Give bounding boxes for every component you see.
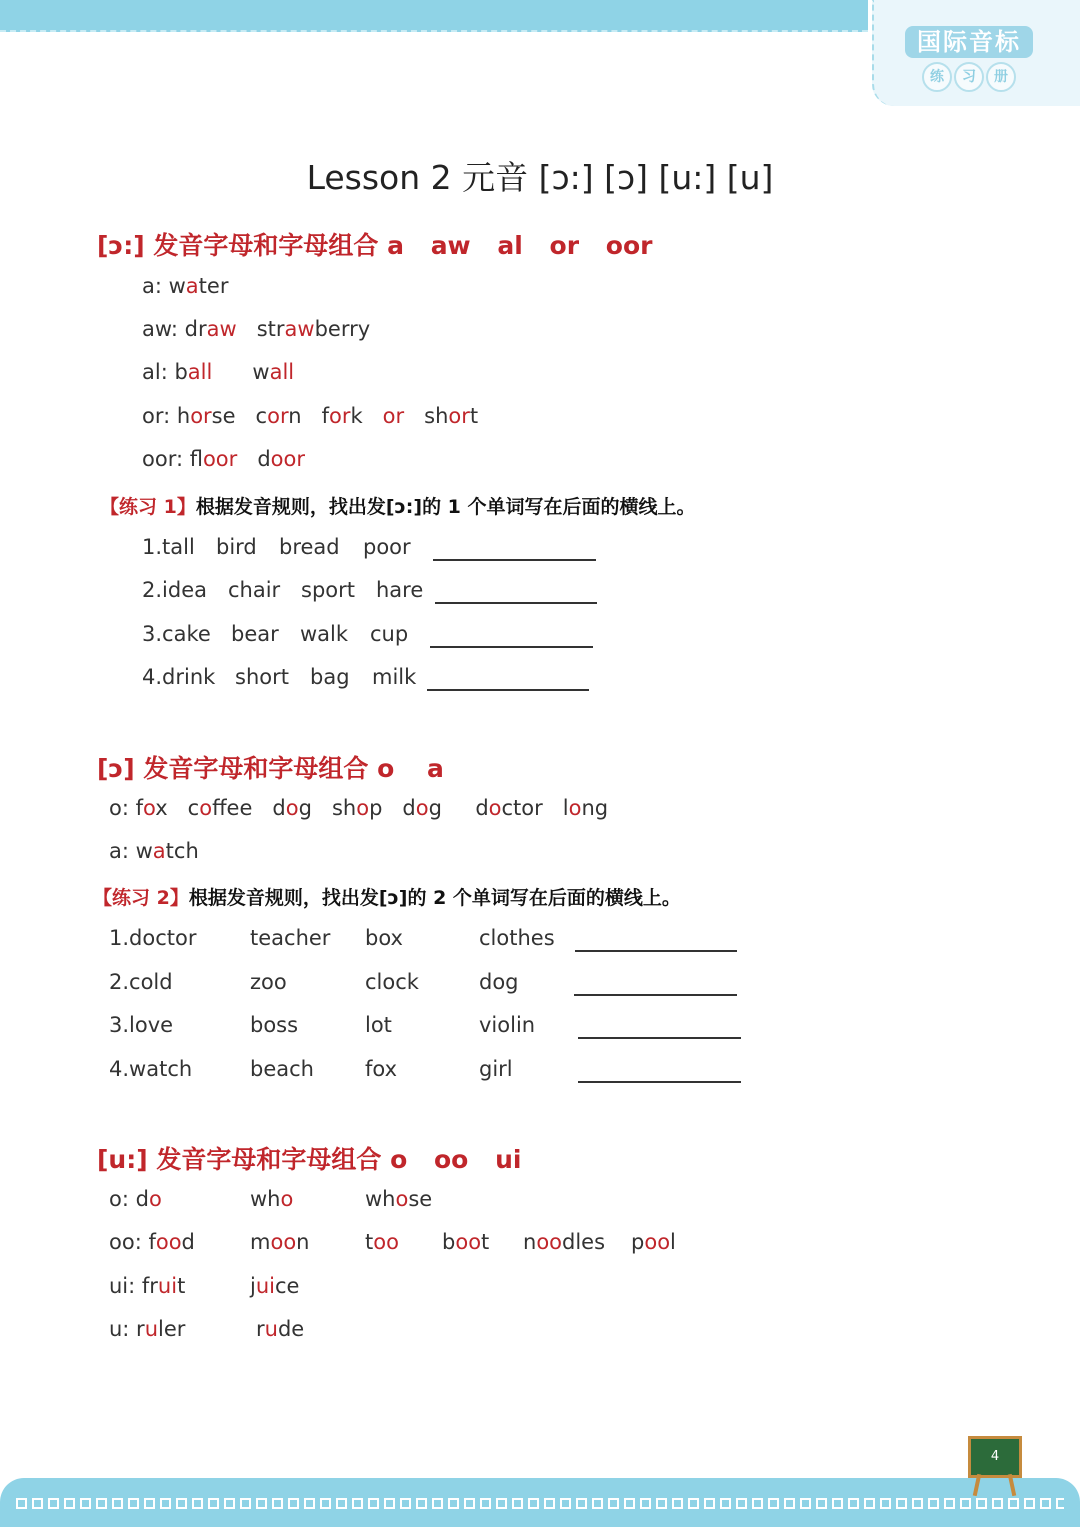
word-text: ctor l (501, 796, 569, 820)
example-row (109, 1274, 185, 1298)
ex1-word: 4.drink (142, 665, 216, 689)
example-word (442, 1230, 489, 1254)
word-text: oor: fl (142, 447, 203, 471)
square-ornament (448, 1498, 459, 1509)
exercise2-text: 根据发音规则，找出发[ɔ]的 2 个单词写在后面的横线上。 (188, 887, 681, 909)
word-text: oo: f (109, 1230, 156, 1254)
answer-line[interactable] (430, 646, 593, 648)
square-ornament (256, 1498, 267, 1509)
square-ornament (896, 1498, 907, 1509)
square-ornament (304, 1498, 315, 1509)
ex2-word: clothes (479, 926, 555, 950)
word-text: d (237, 447, 271, 471)
square-ornament (1008, 1498, 1019, 1509)
word-text: tch (165, 839, 199, 863)
example-row (109, 796, 608, 820)
highlighted-letters: ui (157, 1274, 178, 1298)
word-text: berry (314, 317, 371, 341)
square-ornament (64, 1498, 75, 1509)
square-ornament (80, 1498, 91, 1509)
square-ornament (864, 1498, 875, 1509)
square-ornament (32, 1498, 43, 1509)
square-ornament (384, 1498, 395, 1509)
badge-subtitle (905, 62, 1033, 92)
highlighted-letters: o (199, 796, 213, 820)
ex1-word: short (235, 665, 289, 689)
word-text: g sh (298, 796, 357, 820)
highlighted-letters: or (190, 404, 212, 428)
square-ornament (672, 1498, 683, 1509)
lesson-title: Lesson 2 元音 [ɔ:] [ɔ] [u:] [u] (306, 158, 774, 197)
square-ornament (800, 1498, 811, 1509)
square-ornament (656, 1498, 667, 1509)
square-ornament (752, 1498, 763, 1509)
ex2-word: fox (365, 1057, 398, 1081)
square-ornament (112, 1498, 123, 1509)
square-ornament (560, 1498, 571, 1509)
word-text: t (177, 1274, 186, 1298)
highlighted-letters: o (356, 796, 370, 820)
square-ornament (320, 1498, 331, 1509)
word-text: de (277, 1317, 305, 1341)
section1-heading (97, 226, 652, 262)
ex1-word: chair (228, 578, 281, 602)
answer-line[interactable] (433, 559, 596, 561)
example-word (256, 1317, 304, 1341)
word-text: wh (365, 1187, 396, 1211)
highlighted-letters: or (448, 404, 470, 428)
word-text: t (481, 1230, 490, 1254)
word-text: m (250, 1230, 271, 1254)
section3-combo-oo: oo (433, 1145, 469, 1174)
word-text: se c (211, 404, 268, 428)
square-ornament (640, 1498, 651, 1509)
answer-line[interactable] (578, 1037, 741, 1039)
page-number: 4 (990, 1449, 1000, 1464)
square-ornament (768, 1498, 779, 1509)
square-ornament (944, 1498, 955, 1509)
example-row (142, 447, 305, 471)
word-text: l (670, 1230, 676, 1254)
example-word (250, 1274, 299, 1298)
ex2-word: 2.cold (109, 970, 173, 994)
square-ornament (784, 1498, 795, 1509)
highlighted-letters: o (568, 796, 582, 820)
word-text: dles (562, 1230, 606, 1254)
example-row (142, 274, 228, 298)
exercise2-instruction (93, 883, 681, 910)
section1-combo-al: al (497, 231, 523, 260)
ex2-word: 1.doctor (109, 926, 197, 950)
exercise1-text: 根据发音规则，找出发[ɔ:]的 1 个单词写在后面的横线上。 (195, 496, 696, 518)
ex1-word: bag (310, 665, 350, 689)
square-ornament (272, 1498, 283, 1509)
section3-symbol: [u:] (97, 1145, 148, 1174)
square-ornament (576, 1498, 587, 1509)
highlighted-letters: oo (536, 1230, 563, 1254)
highlighted-letters: a (152, 839, 166, 863)
ex1-word: poor (363, 535, 411, 559)
ex1-word: sport (301, 578, 355, 602)
highlighted-letters: oo (270, 1230, 297, 1254)
word-text: ler (158, 1317, 186, 1341)
square-ornament (16, 1498, 27, 1509)
highlighted-letters: or (382, 404, 405, 428)
square-ornament (480, 1498, 491, 1509)
word-text: ng (581, 796, 609, 820)
ex2-word: box (365, 926, 403, 950)
square-ornament (624, 1498, 635, 1509)
square-ornament (240, 1498, 251, 1509)
square-ornament (224, 1498, 235, 1509)
answer-line[interactable] (427, 689, 589, 691)
badge-char: 习 (954, 62, 984, 92)
square-ornament (688, 1498, 699, 1509)
square-ornament (288, 1498, 299, 1509)
square-ornament (976, 1498, 987, 1509)
word-text: str (236, 317, 285, 341)
highlighted-letters: o (148, 1187, 162, 1211)
ex1-word: bird (216, 535, 257, 559)
square-ornament (496, 1498, 507, 1509)
badge-title: 国际音标 (905, 26, 1033, 58)
highlighted-letters: o (143, 796, 156, 820)
square-ornament (176, 1498, 187, 1509)
word-text: d (181, 1230, 195, 1254)
exercise1-tag: 【练习 1】 (100, 496, 196, 518)
highlighted-letters: all (269, 360, 295, 384)
example-row (142, 404, 478, 428)
highlighted-letters: o (285, 796, 299, 820)
word-text: ui: fr (109, 1274, 158, 1298)
ex2-word: 4.watch (109, 1057, 193, 1081)
word-text: aw: dr (142, 317, 207, 341)
word-text: x c (155, 796, 200, 820)
ex2-word: zoo (250, 970, 287, 994)
word-text: se (408, 1187, 433, 1211)
square-ornament (144, 1498, 155, 1509)
square-ornament (832, 1498, 843, 1509)
highlighted-letters: oo (455, 1230, 482, 1254)
highlighted-letters: or (328, 404, 351, 428)
square-ornament (48, 1498, 59, 1509)
example-word (365, 1230, 399, 1254)
highlighted-letters: ui (255, 1274, 275, 1298)
ex1-word: walk (300, 622, 349, 646)
example-row (142, 360, 294, 384)
word-text: ffee d (212, 796, 286, 820)
word-text: ce (275, 1274, 300, 1298)
square-ornament (1056, 1498, 1064, 1509)
square-ornament (528, 1498, 539, 1509)
ex1-word: bear (231, 622, 279, 646)
ex2-word: 3.love (109, 1013, 174, 1037)
decorative-squares (16, 1498, 1064, 1516)
highlighted-letters: o (280, 1187, 294, 1211)
answer-line[interactable] (435, 602, 597, 604)
square-ornament (128, 1498, 139, 1509)
square-ornament (1040, 1498, 1051, 1509)
section2-title: 发音字母和字母组合 o (143, 754, 395, 783)
badge-char: 练 (922, 62, 952, 92)
word-text: t (365, 1230, 374, 1254)
ex2-word: violin (479, 1013, 536, 1037)
ex2-word: girl (479, 1057, 513, 1081)
highlighted-letters: oo (155, 1230, 182, 1254)
word-text: r (256, 1317, 265, 1341)
square-ornament (96, 1498, 107, 1509)
square-ornament (160, 1498, 171, 1509)
answer-line[interactable] (574, 994, 737, 996)
square-ornament (608, 1498, 619, 1509)
section1-combo-oor: oor (605, 231, 653, 260)
word-text: j (250, 1274, 256, 1298)
section3-combo-ui: ui (495, 1145, 522, 1174)
square-ornament (368, 1498, 379, 1509)
square-ornament (416, 1498, 427, 1509)
section2-symbol: [ɔ] (97, 754, 135, 783)
word-text: al: b (142, 360, 188, 384)
exercise2-tag: 【练习 2】 (93, 887, 189, 909)
word-text: k (350, 404, 383, 428)
example-word (250, 1230, 309, 1254)
highlighted-letters: aw (284, 317, 315, 341)
example-row (109, 1317, 185, 1341)
square-ornament (544, 1498, 555, 1509)
word-text: g d (428, 796, 489, 820)
ex1-word: bread (279, 535, 340, 559)
ex2-word: lot (365, 1013, 392, 1037)
word-text: u: r (109, 1317, 145, 1341)
ex1-word: 3.cake (142, 622, 211, 646)
example-word (365, 1187, 432, 1211)
highlighted-letters: oor (270, 447, 305, 471)
square-ornament (816, 1498, 827, 1509)
word-text: p (631, 1230, 645, 1254)
word-text: a: w (142, 274, 186, 298)
section3-title: 发音字母和字母组合 o (156, 1145, 408, 1174)
square-ornament (960, 1498, 971, 1509)
square-ornament (928, 1498, 939, 1509)
example-row (142, 317, 370, 341)
example-word (523, 1230, 605, 1254)
ex2-word: dog (479, 970, 519, 994)
exercise1-instruction (100, 492, 696, 519)
square-ornament (912, 1498, 923, 1509)
highlighted-letters: o (488, 796, 502, 820)
square-ornament (848, 1498, 859, 1509)
word-text: n f (288, 404, 329, 428)
square-ornament (592, 1498, 603, 1509)
section1-title: 发音字母和字母组合 a (153, 231, 404, 260)
ex1-word: hare (376, 578, 424, 602)
example-word (250, 1187, 293, 1211)
square-ornament (432, 1498, 443, 1509)
section2-combo-a: a (427, 754, 444, 783)
highlighted-letters: aw (206, 317, 237, 341)
highlighted-letters: u (264, 1317, 278, 1341)
ex1-word: 2.idea (142, 578, 207, 602)
square-ornament (512, 1498, 523, 1509)
word-text: b (442, 1230, 456, 1254)
example-row (109, 1230, 195, 1254)
answer-line[interactable] (575, 950, 737, 952)
highlighted-letters: a (185, 274, 199, 298)
word-text: n (296, 1230, 310, 1254)
highlighted-letters: or (267, 404, 289, 428)
square-ornament (992, 1498, 1003, 1509)
top-banner (0, 0, 868, 32)
word-text: sh (404, 404, 449, 428)
page-number-board (968, 1436, 1022, 1478)
ex1-word: 1.tall (142, 535, 195, 559)
square-ornament (192, 1498, 203, 1509)
word-text: t (469, 404, 479, 428)
word-text: n (523, 1230, 537, 1254)
square-ornament (880, 1498, 891, 1509)
ex1-word: milk (372, 665, 417, 689)
ex1-word: cup (370, 622, 409, 646)
word-text: p d (369, 796, 416, 820)
word-text: o: f (109, 796, 143, 820)
example-word (631, 1230, 676, 1254)
highlighted-letters: u (144, 1317, 159, 1341)
word-text: w (212, 360, 270, 384)
ex2-word: beach (250, 1057, 314, 1081)
word-text: wh (250, 1187, 281, 1211)
square-ornament (400, 1498, 411, 1509)
square-ornament (208, 1498, 219, 1509)
square-ornament (336, 1498, 347, 1509)
word-text: ter (198, 274, 229, 298)
section1-symbol: [ɔ:] (97, 231, 145, 260)
example-row (109, 1187, 162, 1211)
square-ornament (352, 1498, 363, 1509)
highlighted-letters: oo (644, 1230, 671, 1254)
word-text: a: w (109, 839, 153, 863)
section3-heading (97, 1140, 521, 1176)
square-ornament (1024, 1498, 1035, 1509)
square-ornament (464, 1498, 475, 1509)
word-text: or: h (142, 404, 191, 428)
highlighted-letters: oo (373, 1230, 399, 1254)
answer-line[interactable] (578, 1081, 741, 1083)
top-banner-dash (0, 30, 868, 32)
section2-heading (97, 749, 444, 785)
word-text: o: d (109, 1187, 149, 1211)
highlighted-letters: o (395, 1187, 409, 1211)
highlighted-letters: all (187, 360, 213, 384)
section1-combo-aw: aw (430, 231, 471, 260)
square-ornament (704, 1498, 715, 1509)
example-row (109, 839, 199, 863)
square-ornament (720, 1498, 731, 1509)
square-ornament (736, 1498, 747, 1509)
highlighted-letters: o (415, 796, 429, 820)
ex2-word: boss (250, 1013, 299, 1037)
ex2-word: teacher (250, 926, 331, 950)
highlighted-letters: oor (202, 447, 238, 471)
ex2-word: clock (365, 970, 419, 994)
badge-char: 册 (986, 62, 1016, 92)
section1-combo-or: or (549, 231, 580, 260)
